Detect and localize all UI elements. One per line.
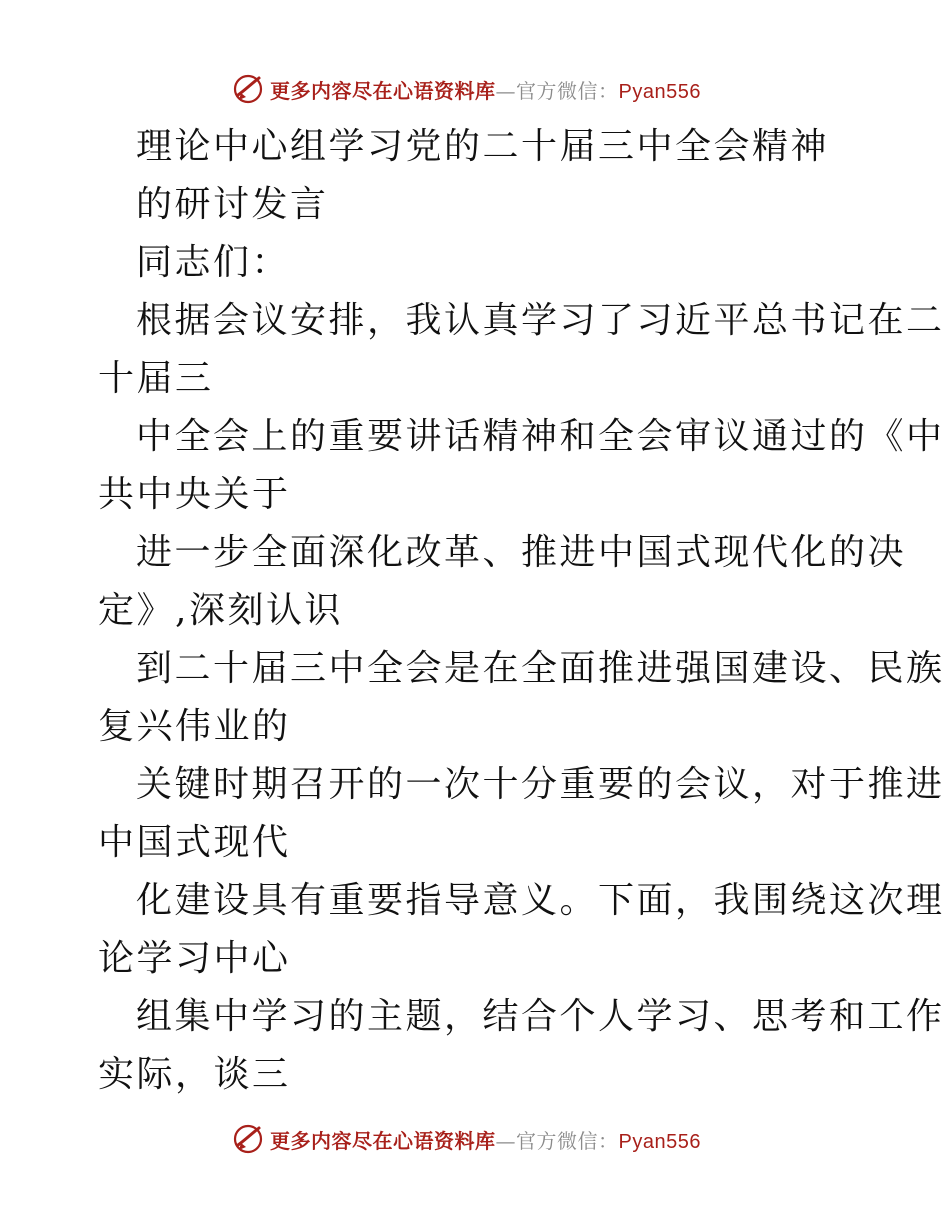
footer-watermark [232, 1122, 701, 1156]
title-line-2: 的研讨发言 [136, 184, 329, 225]
watermark-label: 官方微信： [516, 1128, 619, 1153]
paragraph-line: 根据会议安排，我认真学习了习近平总书记在二 [136, 300, 945, 341]
paragraph-line: 复兴伟业的 [98, 706, 291, 747]
title-line-1: 理论中心组学习党的二十届三中全会精神 [136, 126, 830, 167]
pen-logo-icon [232, 73, 264, 105]
watermark-dash: — [495, 1128, 516, 1153]
paragraph-line: 进一步全面深化改革、推进中国式现代化的决 [136, 532, 907, 573]
watermark-id: Pyan556 [618, 1130, 701, 1153]
watermark-label: 官方微信： [516, 78, 619, 103]
paragraph-line: 中全会上的重要讲话精神和全会审议通过的《中 [136, 416, 945, 457]
paragraph-line: 组集中学习的主题，结合个人学习、思考和工作 [136, 996, 945, 1037]
watermark-id: Pyan556 [618, 80, 701, 103]
paragraph-line: 到二十届三中全会是在全面推进强国建设、民族 [136, 648, 945, 689]
header-watermark [232, 72, 701, 106]
paragraph-line: 论学习中心 [98, 938, 291, 979]
paragraph-line: 中国式现代 [98, 822, 291, 863]
paragraph-line: 实际，谈三 [98, 1054, 291, 1095]
watermark-dash: — [495, 78, 516, 103]
watermark-brand: 更多内容尽在心语资料库 [270, 1128, 496, 1153]
pen-logo-icon [232, 1123, 264, 1155]
watermark-brand: 更多内容尽在心语资料库 [270, 78, 496, 103]
paragraph-line: 化建设具有重要指导意义。下面，我围绕这次理 [136, 880, 945, 921]
paragraph-line: 定》,深刻认识 [98, 590, 343, 631]
paragraph-line: 十届三 [98, 358, 214, 399]
paragraph-line: 关键时期召开的一次十分重要的会议，对于推进 [136, 764, 945, 805]
document-body [98, 118, 945, 1104]
salutation: 同志们： [136, 242, 291, 283]
paragraph-line: 共中央关于 [98, 474, 291, 515]
